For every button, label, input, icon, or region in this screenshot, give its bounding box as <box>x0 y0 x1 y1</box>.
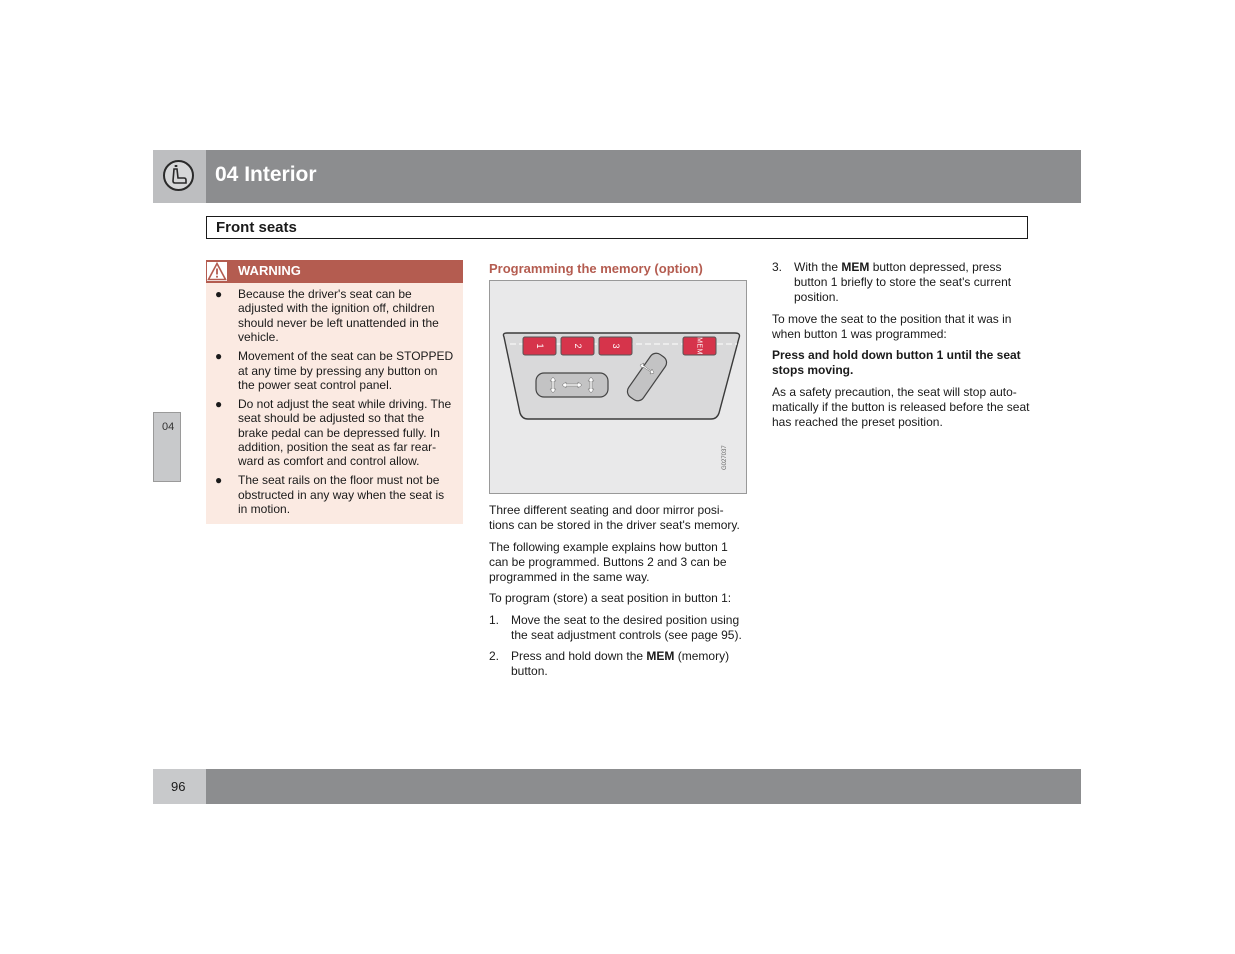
seat-icon <box>163 160 194 191</box>
step-number: 1. <box>489 612 500 627</box>
memory-intro: Three different seating and door mirror posi-tions can be stored in the driver seat's memory. <box>489 503 740 532</box>
memory-button-2 <box>561 337 594 355</box>
step-text-bold: MEM <box>646 649 675 663</box>
seat-control-panel-figure <box>489 280 747 494</box>
warning-triangle-icon <box>207 262 227 281</box>
bullet-icon: ● <box>215 349 223 364</box>
footer-bar <box>153 769 1081 804</box>
warning-item-text: Movement of the seat can be STOPPED at any time by pressing any button on the power seat control panel. <box>238 349 454 392</box>
step-text-post: (memory) button. <box>511 649 730 678</box>
memory-button-3-label: 3 <box>611 343 622 349</box>
step-text-bold: MEM <box>841 260 870 274</box>
bullet-icon: ● <box>215 473 223 488</box>
figure-code: G027037 <box>722 445 728 470</box>
warning-item <box>213 473 455 516</box>
warning-item-text: Do not adjust the seat while driving. The seat should be adjusted so that the brake pedal can be depressed fully. In addition, position the seat as far rear-ward as comfort and control allow. <box>238 396 452 469</box>
chapter-title: 04 Interior <box>215 163 317 186</box>
section-title: Front seats <box>216 219 297 236</box>
program-lead: To program (store) a seat position in button 1: <box>489 591 732 605</box>
warning-item <box>213 349 455 392</box>
memory-button-3 <box>599 337 632 355</box>
memory-button-1-label: 1 <box>535 343 546 349</box>
memory-button-1 <box>523 337 556 355</box>
safety-note: As a safety precaution, the seat will stop auto-matically if the button is released before the seat has reached the preset position. <box>772 384 1030 429</box>
bullet-icon: ● <box>215 287 223 301</box>
warning-item-text: Because the driver's seat can be adjusted with the ignition off, children should never be left unattended in the vehicle. <box>238 287 439 345</box>
move-lead: To move the seat to the position that it was in when button 1 was programmed: <box>772 311 1012 341</box>
warning-item <box>213 397 455 469</box>
memory-heading: Programming the memory (option) <box>489 261 703 276</box>
step-2 <box>489 649 747 679</box>
step-1 <box>489 613 747 643</box>
warning-label: WARNING <box>238 263 301 278</box>
memory-column-right <box>772 260 1030 436</box>
step-text-pre: With the <box>794 260 842 274</box>
page-number: 96 <box>171 779 186 794</box>
memory-example: The following example explains how button 1 can be programmed. Buttons 2 and 3 can be programmed in the same way. <box>489 539 728 584</box>
seat-cushion-control <box>536 373 608 397</box>
step-text-post: button depressed, press button 1 briefly to store the seat's current position. <box>794 260 1012 304</box>
memory-column-left <box>489 503 747 686</box>
step-text: Move the seat to the desired position using the seat adjustment controls (see page 95). <box>511 612 742 642</box>
step-number: 2. <box>489 649 500 663</box>
warning-item-text: The seat rails on the floor must not be obstructed in any way when the seat is in motion. <box>238 473 445 517</box>
step-number: 3. <box>772 260 783 274</box>
mem-button <box>683 337 716 355</box>
section-title-bar <box>206 216 1028 239</box>
mem-button-label: MEM <box>695 337 703 355</box>
memory-button-2-label: 2 <box>573 343 584 349</box>
bullet-icon: ● <box>215 396 223 411</box>
press-hold-instruction: Press and hold down button 1 until the seat stops moving. <box>772 348 1021 377</box>
side-tab-label: 04 <box>162 421 175 433</box>
step-text-pre: Press and hold down the <box>511 649 647 663</box>
warning-item <box>213 287 455 345</box>
step-3 <box>772 260 1030 305</box>
warning-list <box>213 287 455 521</box>
